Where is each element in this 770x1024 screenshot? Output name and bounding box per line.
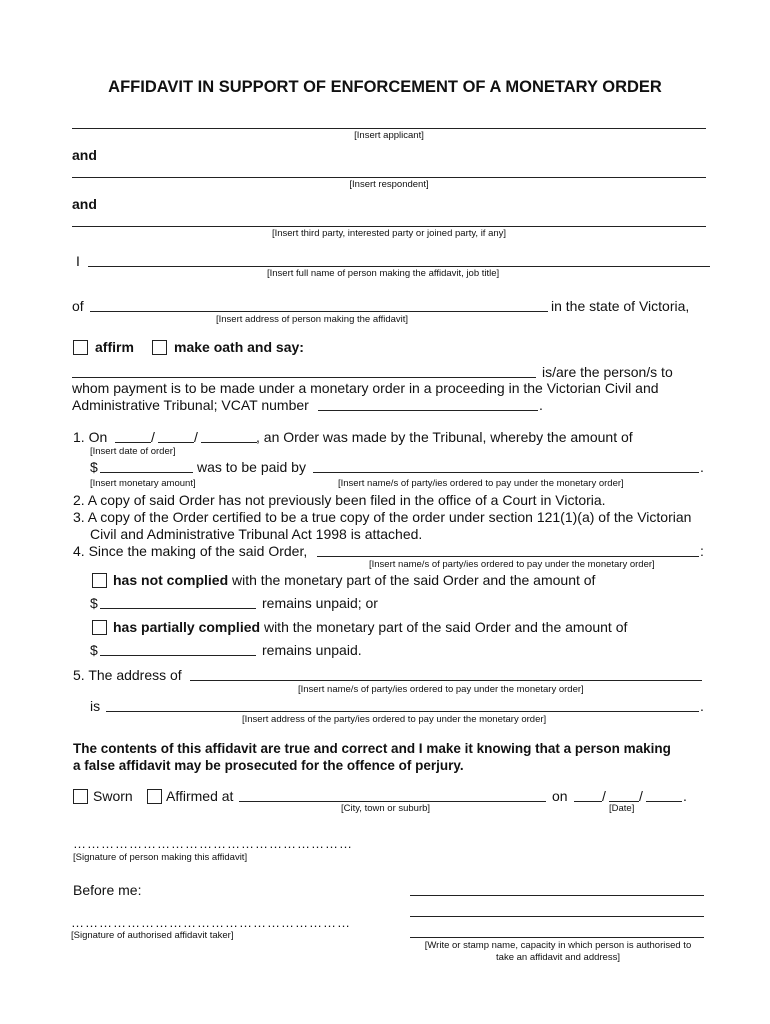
- intro-line2: whom payment is to be made under a monetary order in a proceeding in the Victorian Civil and: [72, 380, 659, 396]
- sworn-label: Sworn: [93, 788, 133, 804]
- item1-end: .: [700, 459, 704, 475]
- sworn-slash-2: /: [639, 788, 643, 804]
- sworn-end: .: [683, 788, 687, 804]
- item5-party-line[interactable]: [190, 680, 702, 681]
- deponent-signature-dots[interactable]: ……………………………………………………: [73, 836, 353, 851]
- is-label: is: [90, 698, 101, 714]
- stamp-line-1[interactable]: [410, 895, 704, 896]
- paying-party-line[interactable]: [313, 472, 699, 473]
- item4: 4. Since the making of the said Order,: [73, 543, 308, 559]
- item1-rest: , an Order was made by the Tribunal, whereby the amount of: [256, 429, 633, 445]
- not-complied-text: [113, 572, 595, 588]
- not-complied-rest: with the monetary part of the said Order and the amount of: [228, 572, 596, 588]
- unpaid-amount-line-2[interactable]: [100, 655, 256, 656]
- was-paid-by: was to be paid by: [197, 459, 306, 475]
- affirm-checkbox[interactable]: [73, 340, 88, 355]
- affirmed-label: Affirmed at: [166, 788, 234, 804]
- item2: 2. A copy of said Order has not previously been filed in the office of a Court in Victoria.: [73, 492, 606, 508]
- not-complied-bold: has not complied: [113, 572, 229, 588]
- taker-signature-dots[interactable]: ……………………………………………………: [71, 915, 351, 930]
- taker-signature-hint: [Signature of authorised affidavit taker]: [71, 930, 234, 941]
- intro-line3: Administrative Tribunal; VCAT number: [72, 397, 309, 413]
- of-label: of: [72, 298, 84, 314]
- affirmed-checkbox[interactable]: [147, 789, 162, 804]
- item5: 5. The address of: [73, 667, 182, 683]
- not-complied-checkbox[interactable]: [92, 573, 107, 588]
- date-slash-2: /: [194, 429, 198, 445]
- item3-line2: Civil and Administrative Tribunal Act 1998 is attached.: [90, 526, 423, 542]
- partially-complied-checkbox[interactable]: [92, 620, 107, 635]
- dollar-sign-3: $: [90, 642, 98, 658]
- remains-unpaid: remains unpaid.: [262, 642, 362, 658]
- applicant-line[interactable]: [72, 128, 706, 129]
- date-year-line[interactable]: [201, 442, 257, 443]
- respondent-line[interactable]: [72, 177, 706, 178]
- is-end: .: [700, 698, 704, 714]
- intro-line1-end: is/are the person/s to: [542, 364, 673, 380]
- deponent-address-hint: [Insert address of person making the affidavit]: [216, 314, 409, 325]
- item4-party-line[interactable]: [317, 556, 699, 557]
- date-month-line[interactable]: [158, 442, 194, 443]
- sworn-checkbox[interactable]: [73, 789, 88, 804]
- item4-colon: :: [700, 543, 704, 559]
- sworn-month-line[interactable]: [609, 801, 639, 802]
- third-party-line[interactable]: [72, 226, 706, 227]
- stamp-line-3[interactable]: [410, 937, 704, 938]
- party-address-line[interactable]: [106, 711, 699, 712]
- paying-party-hint: [Insert name/s of party/ies ordered to pay under the monetary order]: [338, 478, 624, 489]
- stamp-hint-line2: take an affidavit and address]: [496, 952, 620, 963]
- declaration-line1: The contents of this affidavit are true and correct and I make it knowing that a person making: [73, 741, 671, 756]
- vcat-number-line[interactable]: [318, 410, 538, 411]
- deponent-signature-hint: [Signature of person making this affidavit]: [73, 852, 248, 863]
- sworn-day-line[interactable]: [574, 801, 602, 802]
- third-party-hint: [Insert third party, interested party or joined party, if any]: [271, 228, 507, 239]
- declaration-line2: a false affidavit may be prosecuted for the offence of perjury.: [73, 758, 464, 773]
- unpaid-amount-line-1[interactable]: [100, 608, 256, 609]
- before-me-label: Before me:: [73, 882, 142, 898]
- sworn-date-hint: [Date]: [609, 803, 635, 814]
- stamp-hint-line1: [Write or stamp name, capacity in which person is authorised to: [424, 940, 692, 951]
- applicant-hint: [Insert applicant]: [354, 130, 424, 141]
- state-text: in the state of Victoria,: [551, 298, 690, 314]
- date-day-line[interactable]: [115, 442, 151, 443]
- date-of-order-hint: [Insert date of order]: [90, 446, 176, 457]
- sworn-year-line[interactable]: [646, 801, 682, 802]
- city-hint: [City, town or suburb]: [341, 803, 431, 814]
- and-label-2: and: [72, 196, 97, 212]
- partially-complied-text: [113, 619, 627, 635]
- dollar-sign-1: $: [90, 459, 98, 475]
- affirm-label: affirm: [95, 339, 134, 355]
- city-line[interactable]: [239, 801, 546, 802]
- oath-label: make oath and say:: [174, 339, 304, 355]
- item5-party-hint: [Insert name/s of party/ies ordered to pay under the monetary order]: [298, 684, 584, 695]
- i-label: I: [76, 253, 80, 269]
- partially-complied-rest: with the monetary part of the said Order and the amount of: [260, 619, 628, 635]
- oath-checkbox[interactable]: [152, 340, 167, 355]
- amount-line-1[interactable]: [100, 472, 193, 473]
- and-label-1: and: [72, 147, 97, 163]
- remains-unpaid-or: remains unpaid; or: [262, 595, 378, 611]
- item3-line1: 3. A copy of the Order certified to be a true copy of the order under section 121(1)(a) of the Victorian: [73, 509, 692, 525]
- on-label: on: [552, 788, 568, 804]
- date-slash-1: /: [151, 429, 155, 445]
- stamp-line-2[interactable]: [410, 916, 704, 917]
- item1-on: 1. On: [73, 429, 108, 445]
- respondent-hint: [Insert respondent]: [349, 179, 429, 190]
- party-address-hint: [Insert address of the party/ies ordered to pay under the monetary order]: [242, 714, 547, 725]
- sworn-slash-1: /: [602, 788, 606, 804]
- intro-line3-end: .: [539, 397, 543, 413]
- partially-complied-bold: has partially complied: [113, 619, 261, 635]
- dollar-sign-2: $: [90, 595, 98, 611]
- payee-line[interactable]: [72, 377, 536, 378]
- monetary-amount-hint: [Insert monetary amount]: [90, 478, 196, 489]
- deponent-name-line[interactable]: [88, 266, 710, 267]
- item4-party-hint: [Insert name/s of party/ies ordered to pay under the monetary order]: [369, 559, 655, 570]
- page-title: AFFIDAVIT IN SUPPORT OF ENFORCEMENT OF A MONETARY ORDER: [108, 78, 662, 96]
- deponent-address-line[interactable]: [90, 311, 548, 312]
- deponent-name-hint: [Insert full name of person making the affidavit, job title]: [267, 268, 500, 279]
